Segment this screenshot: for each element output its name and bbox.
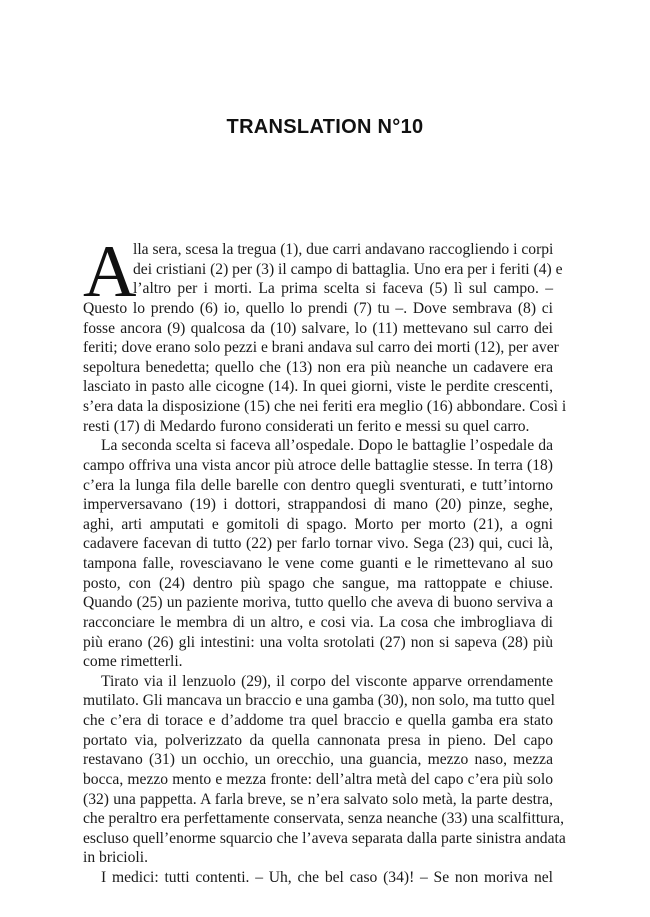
text-line: La seconda scelta si faceva all’ospedale. Dopo le battaglie l’ospedale da	[101, 437, 553, 455]
text-line: aghi, arti amputati e gomitoli di spago. Morto per morto (21), a ogni	[83, 515, 553, 533]
text-line: cadavere facevan di tutto (22) per farlo tornar vivo. Sega (23) qui, cuci là,	[83, 535, 553, 553]
drop-cap: A	[83, 231, 137, 313]
text-line: escluso quell’enorme squarcio che l’aveva separata dalla parte sinistra andata	[83, 829, 566, 847]
text-line: restavano (31) un occhio, un orecchio, una guancia, mezzo naso, mezza	[83, 751, 553, 769]
translation-text	[83, 231, 567, 888]
text-line: fosse ancora (9) qualcosa da (10) salvare, lo (11) mettevano sul carro dei	[83, 319, 553, 337]
page-title: TRANSLATION N°10	[226, 116, 424, 138]
text-line: l’altro per i morti. La prima scelta si faceva (5) lì sul campo. –	[133, 280, 553, 298]
text-line: c’era la lunga fila delle barelle con dentro quegli sventurati, e tutt’intorno	[83, 476, 553, 494]
text-line: Questo lo prendo (6) io, quello lo prendi (7) tu –. Dove sembrava (8) ci	[83, 299, 553, 317]
text-line: dei cristiani (2) per (3) il campo di battaglia. Uno era per i feriti (4) e	[133, 260, 563, 278]
text-line: mutilato. Gli mancava un braccio e una gamba (30), non solo, ma tutto quel	[83, 692, 556, 710]
text-line: lla sera, scesa la tregua (1), due carri andavano raccogliendo i corpi	[133, 241, 554, 258]
text-line: feriti; dove erano solo pezzi e brani andava sul carro dei morti (12), per aver	[83, 339, 559, 357]
text-line: Quando (25) un paziente moriva, tutto quello che aveva di buono serviva a	[83, 594, 553, 612]
text-line: sepoltura benedetta; quello che (13) non era più neanche un cadavere era	[83, 358, 553, 376]
text-line: tampona falle, rovesciavano le vene come guanti e le rimettevano al suo	[83, 555, 553, 572]
text-line: I medici: tutti contenti. – Uh, che bel caso (34)! – Se non moriva nel	[101, 869, 553, 886]
text-line: come rimetterli.	[83, 653, 183, 671]
text-line: s’era data la disposizione (15) che nei feriti era meglio (16) abbondare. Così i	[83, 398, 567, 415]
text-line: (32) una pappetta. A farla breve, se n’era salvato solo metà, la parte destra,	[83, 790, 553, 808]
text-line: Tirato via il lenzuolo (29), il corpo del visconte apparve orrendamente	[101, 672, 553, 690]
text-line: portato via, polverizzato da quella cannonata presa in pieno. Del capo	[83, 731, 553, 749]
text-line: racconciare le membra di un altro, e cosi via. La cosa che imbrogliava di	[83, 613, 553, 631]
text-line: lasciato in pasto alle cicogne (14). In quei giorni, viste le perdite crescenti,	[83, 378, 553, 396]
text-line: resti (17) di Medardo furono considerati un ferito e messi su quel carro.	[83, 417, 530, 435]
text-line: più erano (26) gli intestini: una volta srotolati (27) non si sapeva (28) più	[83, 633, 553, 651]
text-line: che c’era di torace e d’addome tra quel braccio e quella gamba era stato	[83, 712, 553, 729]
text-line: campo offriva una vista ancor più atroce delle battaglie stesse. In terra (18)	[83, 456, 553, 474]
text-line: imperversavano (19) i dottori, strappandosi di mano (20) pinze, seghe,	[83, 496, 553, 514]
text-line: bocca, mezzo mento e mezza fronte: dell’altra metà del capo c’era più solo	[83, 770, 553, 788]
text-line: che peraltro era perfettamente conservata, senza neanche (33) una scalfittura,	[83, 810, 564, 828]
text-line: posto, con (24) dentro più spago che sangue, ma rattoppate e chiuse.	[83, 574, 553, 592]
text-line: in briciolі.	[83, 849, 148, 867]
